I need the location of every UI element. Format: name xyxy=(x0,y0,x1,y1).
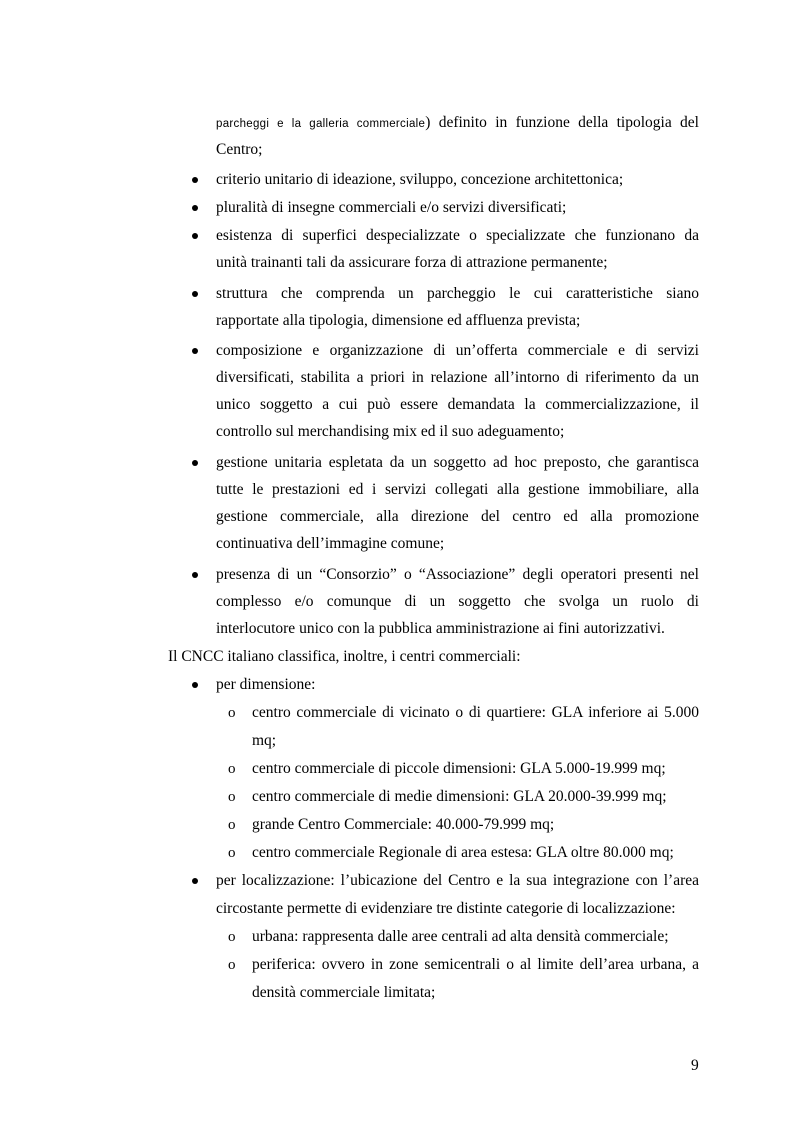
bullet-icon xyxy=(192,177,198,183)
list-item-line: diversificati, stabilita a priori in relazione all’intorno di riferimento da un xyxy=(216,369,699,386)
bullet-icon xyxy=(192,460,198,466)
sub-bullet-icon: o xyxy=(228,817,236,833)
continuation-text: ) definito in funzione della tipologia del xyxy=(425,114,699,131)
page-number: 9 xyxy=(691,1057,699,1074)
sub-item-line: centro commerciale di vicinato o di quartiere: GLA inferiore ai 5.000 xyxy=(252,704,699,721)
list-item-line: unità trainanti tali da assicurare forza di attrazione permanente; xyxy=(216,254,608,271)
list-item-line: tutte le prestazioni ed i servizi collegati alla gestione immobiliare, alla xyxy=(216,481,699,498)
bullet-icon xyxy=(192,572,198,578)
continuation-small-text: parcheggi e la galleria commerciale xyxy=(216,118,426,130)
list-item-line: interlocutore unico con la pubblica amministrazione ai fini autorizzativi. xyxy=(216,620,665,637)
list-item-line: gestione commerciale, alla direzione del centro ed alla promozione xyxy=(216,508,699,525)
sub-bullet-icon: o xyxy=(228,929,236,945)
bullet-icon xyxy=(192,291,198,297)
sub-bullet-icon: o xyxy=(228,705,236,721)
sub-item-line: urbana: rappresenta dalle aree centrali ad alta densità commerciale; xyxy=(252,928,669,945)
list-item-line: rapportate alla tipologia, dimensione ed affluenza prevista; xyxy=(216,312,581,329)
sub-item-line: densità commerciale limitata; xyxy=(252,984,436,1001)
sub-bullet-icon: o xyxy=(228,789,236,805)
list-item-line: unico soggetto a cui può essere demandata la commercializzazione, il xyxy=(216,396,699,413)
list-item-line: complesso e/o comunque di un soggetto che svolga un ruolo di xyxy=(216,593,699,610)
list-item-line: circostante permette di evidenziare tre distinte categorie di localizzazione: xyxy=(216,900,676,917)
list-item-line: composizione e organizzazione di un’offerta commerciale e di servizi xyxy=(216,342,699,359)
list-item-line: pluralità di insegne commerciali e/o servizi diversificati; xyxy=(216,199,567,216)
intro-paragraph: Il CNCC italiano classifica, inoltre, i centri commerciali: xyxy=(168,648,521,665)
list-item-line: criterio unitario di ideazione, sviluppo, concezione architettonica; xyxy=(216,171,624,188)
sub-item-line: centro commerciale di medie dimensioni: GLA 20.000-39.999 mq; xyxy=(252,788,667,805)
bullet-icon xyxy=(192,348,198,354)
sub-bullet-icon: o xyxy=(228,761,236,777)
list-item-line: esistenza di superfici despecializzate o specializzate che funzionano da xyxy=(216,227,699,244)
sub-item-line: periferica: ovvero in zone semicentrali o al limite dell’area urbana, a xyxy=(252,956,699,973)
list-item-line: per dimensione: xyxy=(216,676,316,693)
bullet-icon xyxy=(192,878,198,884)
list-item-line: continuativa dell’immagine comune; xyxy=(216,535,445,552)
continuation-line-2: Centro; xyxy=(216,141,263,158)
sub-item-line: mq; xyxy=(252,732,277,749)
list-item-line: presenza di un “Consorzio” o “Associazione” degli operatori presenti nel xyxy=(216,566,699,583)
list-item-line: controllo sul merchandising mix ed il suo adeguamento; xyxy=(216,423,565,440)
list-item-line: struttura che comprenda un parcheggio le cui caratteristiche siano xyxy=(216,285,699,302)
sub-item-line: centro commerciale di piccole dimensioni: GLA 5.000-19.999 mq; xyxy=(252,760,666,777)
sub-bullet-icon: o xyxy=(228,845,236,861)
list-item-line: gestione unitaria espletata da un soggetto ad hoc preposto, che garantisca xyxy=(216,454,699,471)
sub-item-line: centro commerciale Regionale di area estesa: GLA oltre 80.000 mq; xyxy=(252,844,674,861)
continuation-line xyxy=(216,113,699,133)
sub-bullet-icon: o xyxy=(228,957,236,973)
bullet-icon xyxy=(192,205,198,211)
bullet-icon xyxy=(192,233,198,239)
sub-item-line: grande Centro Commerciale: 40.000-79.999 mq; xyxy=(252,816,555,833)
bullet-icon xyxy=(192,682,198,688)
list-item-line: per localizzazione: l’ubicazione del Centro e la sua integrazione con l’area xyxy=(216,872,699,889)
